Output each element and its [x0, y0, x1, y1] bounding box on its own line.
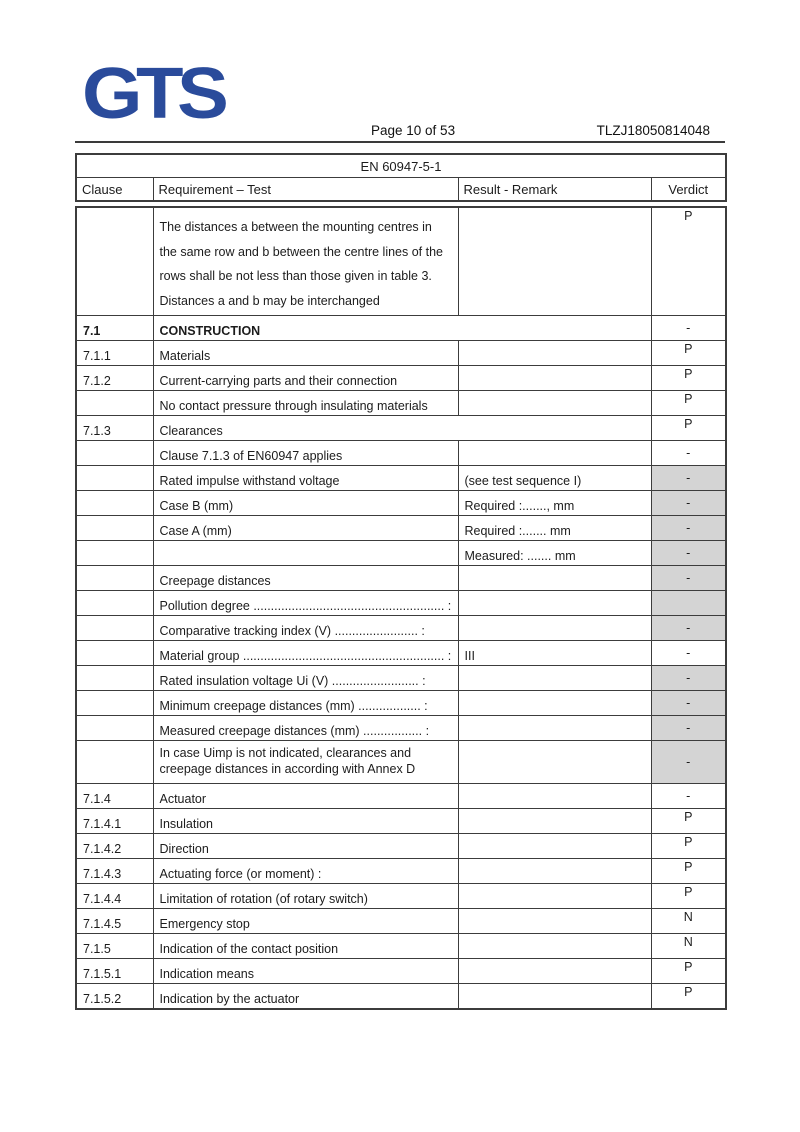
result-cell [458, 859, 651, 884]
table-row [76, 959, 726, 984]
table-row [76, 541, 726, 566]
result-cell [458, 984, 651, 1009]
verdict-cell: - [651, 741, 726, 784]
verdict-cell: - [651, 441, 726, 466]
verdict-cell: - [651, 641, 726, 666]
verdict-cell: - [651, 316, 726, 341]
requirement-cell: The distances a between the mounting centres in the same row and b between the centre lines of the rows shall be not less than those given in table 3. Distances a and b may be interchanged [153, 207, 458, 316]
clause-cell: 7.1.1 [76, 341, 153, 366]
table-row [76, 466, 726, 491]
clause-cell [76, 566, 153, 591]
clause-cell: 7.1.4 [76, 784, 153, 809]
table-row [76, 391, 726, 416]
table-row [76, 984, 726, 1009]
clause-cell: 7.1.4.1 [76, 809, 153, 834]
requirement-cell: Rated impulse withstand voltage [153, 466, 458, 491]
requirement-cell: Limitation of rotation (of rotary switch) [153, 884, 458, 909]
result-cell [458, 441, 651, 466]
col-header-clause: Clause [76, 178, 153, 202]
result-cell: (see test sequence I) [458, 466, 651, 491]
requirement-cell: Comparative tracking index (V) ........................ : [153, 616, 458, 641]
clause-cell [76, 641, 153, 666]
column-header-row [76, 178, 726, 202]
requirement-cell: Indication means [153, 959, 458, 984]
clause-cell [76, 716, 153, 741]
report-number: TLZJ18050814048 [596, 123, 710, 138]
table-row [76, 666, 726, 691]
result-cell [458, 784, 651, 809]
table-row [76, 566, 726, 591]
result-cell [458, 341, 651, 366]
requirement-cell: Clause 7.1.3 of EN60947 applies [153, 441, 458, 466]
verdict-cell: P [651, 884, 726, 909]
requirement-cell: Actuator [153, 784, 458, 809]
verdict-cell: - [651, 666, 726, 691]
result-cell [458, 959, 651, 984]
verdict-cell: P [651, 809, 726, 834]
clause-cell: 7.1.4.3 [76, 859, 153, 884]
standard-header-table [75, 153, 727, 202]
result-cell [458, 207, 651, 316]
page-number: Page 10 of 53 [371, 123, 456, 138]
clause-cell [76, 516, 153, 541]
result-cell [458, 691, 651, 716]
requirement-cell: Indication by the actuator [153, 984, 458, 1009]
col-header-requirement: Requirement – Test [153, 178, 458, 202]
requirement-cell: Actuating force (or moment) : [153, 859, 458, 884]
table-row [76, 834, 726, 859]
clause-cell [76, 616, 153, 641]
table-row [76, 207, 726, 316]
table-row [76, 934, 726, 959]
table-row [76, 859, 726, 884]
verdict-cell: P [651, 416, 726, 441]
verdict-cell: - [651, 691, 726, 716]
requirement-cell: CONSTRUCTION [153, 316, 651, 341]
requirement-cell: No contact pressure through insulating materials [153, 391, 458, 416]
requirement-cell: Insulation [153, 809, 458, 834]
clause-cell: 7.1.4.4 [76, 884, 153, 909]
requirement-cell: Clearances [153, 416, 651, 441]
clause-cell: 7.1.2 [76, 366, 153, 391]
requirement-cell: Case A (mm) [153, 516, 458, 541]
verdict-cell: - [651, 516, 726, 541]
verdict-cell: - [651, 491, 726, 516]
result-cell [458, 809, 651, 834]
result-cell: Required :....... mm [458, 516, 651, 541]
verdict-cell: P [651, 834, 726, 859]
table-row [76, 416, 726, 441]
clause-cell [76, 666, 153, 691]
col-header-result: Result - Remark [458, 178, 651, 202]
table-row [76, 716, 726, 741]
table-row [76, 341, 726, 366]
standard-title-row [76, 154, 726, 178]
result-cell: Measured: ....... mm [458, 541, 651, 566]
table-row [76, 616, 726, 641]
requirement-cell: Minimum creepage distances (mm) .................. : [153, 691, 458, 716]
result-cell [458, 834, 651, 859]
result-cell [458, 716, 651, 741]
clause-cell [76, 466, 153, 491]
result-cell [458, 884, 651, 909]
header-rule [75, 141, 725, 143]
result-cell [458, 934, 651, 959]
requirement-cell: Indication of the contact position [153, 934, 458, 959]
result-cell [458, 591, 651, 616]
col-header-verdict: Verdict [651, 178, 726, 202]
verdict-cell: - [651, 716, 726, 741]
table-row [76, 741, 726, 784]
clause-cell [76, 441, 153, 466]
verdict-cell [651, 591, 726, 616]
verdict-cell: N [651, 934, 726, 959]
table-row [76, 641, 726, 666]
requirement-cell: Materials [153, 341, 458, 366]
gts-logo: GTS [82, 54, 223, 134]
requirement-cell: Pollution degree ....................................................... : [153, 591, 458, 616]
clause-cell [76, 391, 153, 416]
result-cell [458, 909, 651, 934]
result-cell: III [458, 641, 651, 666]
verdict-cell: P [651, 984, 726, 1009]
requirement-cell [153, 541, 458, 566]
clause-cell [76, 691, 153, 716]
verdict-cell: - [651, 784, 726, 809]
requirement-cell: Creepage distances [153, 566, 458, 591]
result-cell [458, 616, 651, 641]
verdict-cell: P [651, 391, 726, 416]
verdict-cell: P [651, 341, 726, 366]
result-cell [458, 741, 651, 784]
clause-cell: 7.1.5.1 [76, 959, 153, 984]
result-cell [458, 666, 651, 691]
verdict-cell: P [651, 959, 726, 984]
verdict-cell: - [651, 466, 726, 491]
table-row [76, 591, 726, 616]
result-cell: Required :......., mm [458, 491, 651, 516]
verdict-cell: P [651, 207, 726, 316]
requirement-cell: Emergency stop [153, 909, 458, 934]
requirement-cell: Case B (mm) [153, 491, 458, 516]
verdict-cell: P [651, 859, 726, 884]
table-row [76, 441, 726, 466]
clause-cell [76, 207, 153, 316]
requirement-cell: In case Uimp is not indicated, clearances and creepage distances in according with Annex D [153, 741, 458, 784]
clause-cell: 7.1.3 [76, 416, 153, 441]
verdict-cell: N [651, 909, 726, 934]
requirement-cell: Measured creepage distances (mm) ................. : [153, 716, 458, 741]
table-row [76, 691, 726, 716]
test-results-table [75, 206, 727, 1010]
clause-cell: 7.1.5 [76, 934, 153, 959]
result-cell [458, 366, 651, 391]
clause-cell: 7.1 [76, 316, 153, 341]
verdict-cell: P [651, 366, 726, 391]
requirement-cell: Direction [153, 834, 458, 859]
standard-title: EN 60947-5-1 [76, 154, 726, 178]
requirement-cell: Rated insulation voltage Ui (V) ......................... : [153, 666, 458, 691]
clause-cell [76, 741, 153, 784]
result-cell [458, 391, 651, 416]
table-row [76, 366, 726, 391]
requirement-cell: Current-carrying parts and their connection [153, 366, 458, 391]
clause-cell [76, 541, 153, 566]
table-row [76, 784, 726, 809]
clause-cell: 7.1.4.5 [76, 909, 153, 934]
clause-cell: 7.1.5.2 [76, 984, 153, 1009]
verdict-cell: - [651, 566, 726, 591]
table-row [76, 491, 726, 516]
table-row [76, 809, 726, 834]
table-row [76, 884, 726, 909]
verdict-cell: - [651, 616, 726, 641]
clause-cell: 7.1.4.2 [76, 834, 153, 859]
clause-cell [76, 591, 153, 616]
table-row [76, 516, 726, 541]
table-row [76, 316, 726, 341]
clause-cell [76, 491, 153, 516]
table-row [76, 909, 726, 934]
result-cell [458, 566, 651, 591]
requirement-cell: Material group .......................................................... : [153, 641, 458, 666]
verdict-cell: - [651, 541, 726, 566]
